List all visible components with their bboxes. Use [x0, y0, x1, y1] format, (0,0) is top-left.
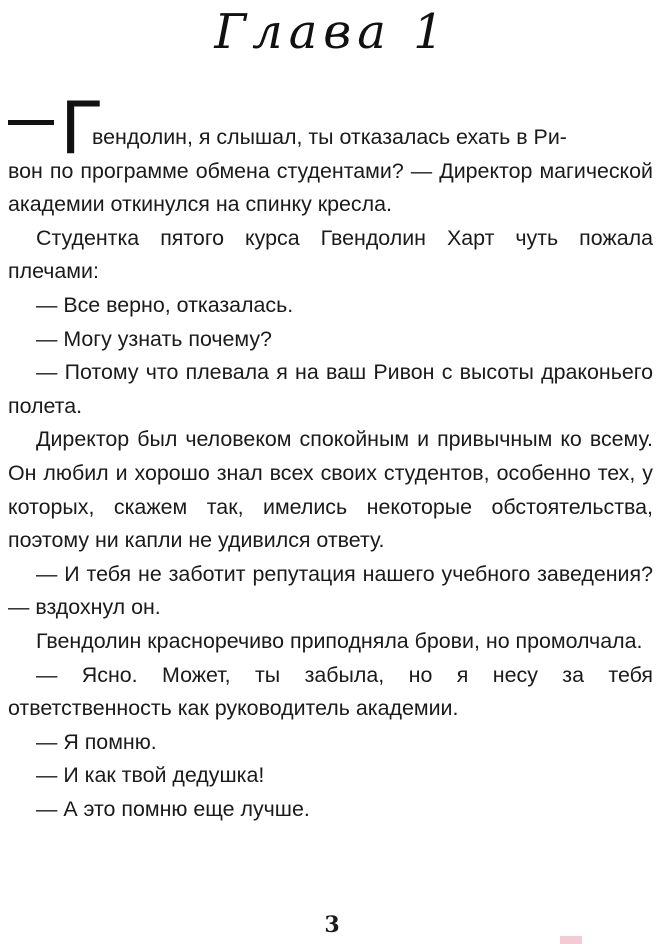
- paragraph: [8, 121, 653, 222]
- first-line: вендолин, я слышал, ты отказалась ехать в Ри-: [92, 125, 567, 149]
- paragraph: — И как твой дедушка!: [36, 763, 265, 788]
- paragraph: — А это помню еще лучше.: [36, 796, 310, 821]
- paragraph: Директор был человеком спокойным и привычным ко всему. Он любил и хорошо знал всех своих студентов, особенно тех, у которых, скажем так, имелись некоторые обстоятельства, поэтому ни капли не удивился ответу.: [8, 427, 653, 553]
- body-text: [8, 121, 653, 826]
- paragraph: — Все верно, отказалась.: [36, 292, 294, 317]
- paragraph: — И тебя не заботит репутация нашего учебного заведения? — вздохнул он.: [8, 561, 653, 620]
- dropcap-letter: Г: [60, 86, 104, 170]
- paragraph: — Ясно. Может, ты забыла, но я несу за тебя ответственность как руководитель академии.: [8, 662, 653, 721]
- paragraph: Студентка пятого курса Гвендолин Харт чуть пожала плечами:: [8, 225, 653, 284]
- paragraph: Гвендолин красноречиво приподняла брови, но промолчала.: [36, 628, 643, 653]
- paragraph: — Я помню.: [36, 729, 157, 754]
- corner-mark: [560, 936, 582, 944]
- paragraph: — Могу узнать почему?: [36, 326, 272, 351]
- paragraph: — Потому что плевала я на ваш Ривон с высоты драконьего полета.: [8, 360, 653, 418]
- page-number: 3: [324, 912, 340, 938]
- chapter-title: Глава 1: [214, 4, 450, 60]
- first-paragraph-rest: вон по программе обмена студентами? — Директор магической академии откинулся на спинку кресла.: [8, 158, 653, 217]
